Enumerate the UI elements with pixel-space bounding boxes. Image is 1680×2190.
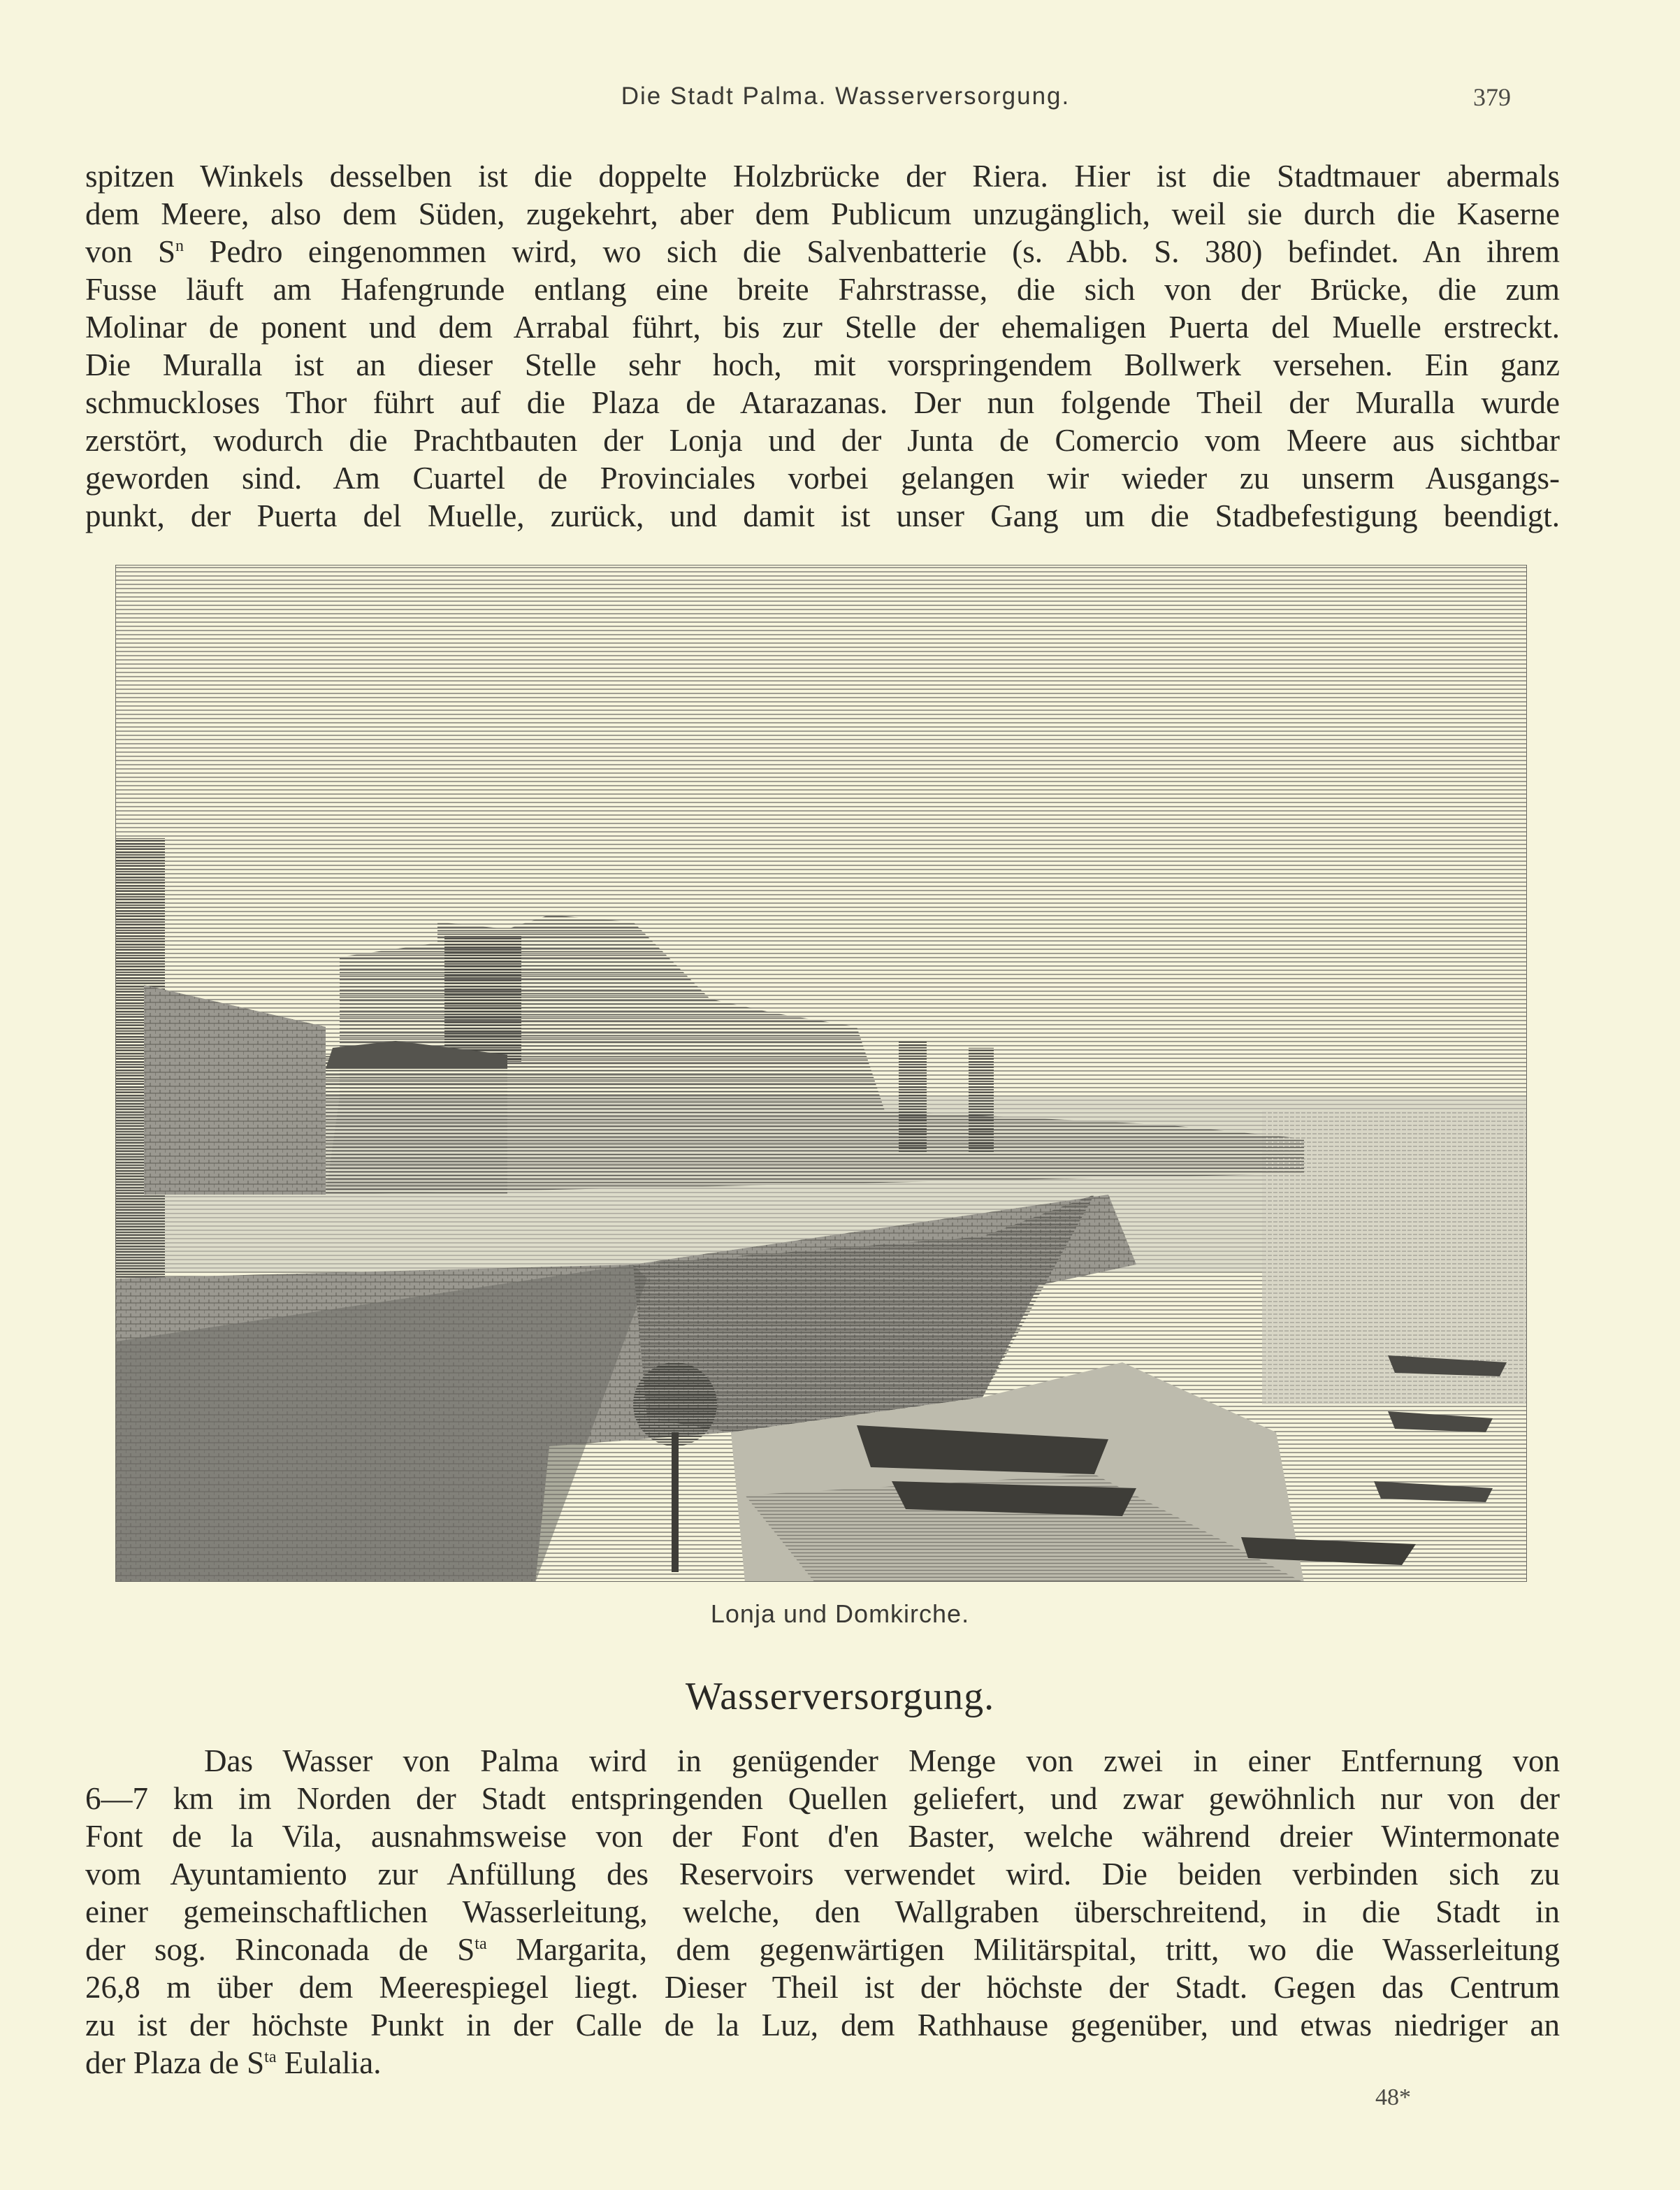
engraving-image	[116, 565, 1527, 1582]
text-fragment: Pedro eingenommen wird, wo sich die Salvenbatterie (s. Abb. S. 380) befindet. An ihrem	[184, 234, 1560, 269]
page-number: 379	[1473, 83, 1511, 111]
engraving-illustration	[115, 565, 1527, 1582]
superscript: ta	[264, 2048, 277, 2066]
text-line: geworden sind. Am Cuartel de Provinciales vorbei gelangen wir wieder zu unserm Ausgangs-	[85, 461, 1560, 496]
running-head: Die Stadt Palma. Wasserversorgung.	[621, 82, 1071, 110]
text-line: Das Wasser von Palma wird in genügender Menge von zwei in einer Entfernung von	[204, 1743, 1560, 1778]
text-line: zu ist der höchste Punkt in der Calle de la Luz, dem Rathhause gegenüber, und etwas niedriger an	[85, 2008, 1560, 2043]
text-fragment: Margarita, dem gegenwärtigen Militärspital, tritt, wo die Wasserleitung	[486, 1932, 1560, 1967]
paragraph-water-supply	[85, 1742, 1560, 2082]
text-line	[85, 233, 1560, 271]
text-line: Fusse läuft am Hafengrunde entlang eine breite Fahrstrasse, die sich von der Brücke, die zum	[85, 272, 1560, 307]
text-line: dem Meere, also dem Süden, zugekehrt, aber dem Publicum unzugänglich, weil sie durch die Kaserne	[85, 196, 1560, 231]
figure-caption: Lonja und Domkirche.	[710, 1599, 970, 1628]
text-line: schmuckloses Thor führt auf die Plaza de Atarazanas. Der nun folgende Theil der Muralla wurde	[85, 385, 1560, 420]
text-fragment: der sog. Rinconada de S	[85, 1932, 475, 1967]
text-line: 6—7 km im Norden der Stadt entspringenden Quellen geliefert, und zwar gewöhnlich nur von der	[85, 1781, 1560, 1816]
text-line: punkt, der Puerta del Muelle, zurück, und damit ist unser Gang um die Stadbefestigung beendigt.	[85, 498, 1560, 533]
text-fragment: Eulalia.	[276, 2045, 382, 2080]
text-line: einer gemeinschaftlichen Wasserleitung, welche, den Wallgraben überschreitend, in die Stadt in	[85, 1894, 1560, 1929]
text-fragment: der Plaza de S	[85, 2045, 265, 2080]
superscript: ta	[475, 1935, 487, 1953]
text-line: 26,8 m über dem Meerespiegel liegt. Dieser Theil ist der höchste der Stadt. Gegen das Centrum	[85, 1970, 1560, 2005]
text-fragment: von S	[85, 234, 175, 269]
text-line: Font de la Vila, ausnahmsweise von der Font d'en Baster, welche während dreier Wintermonate	[85, 1819, 1560, 1854]
text-line: spitzen Winkels desselben ist die doppelte Holzbrücke der Riera. Hier ist die Stadtmauer abermals	[85, 159, 1560, 194]
signature-mark: 48*	[1375, 2084, 1411, 2110]
text-line: Molinar de ponent und dem Arrabal führt, bis zur Stelle der ehemaligen Puerta del Muelle erstreckt.	[85, 310, 1560, 345]
section-title: Wasserversorgung.	[685, 1675, 995, 1718]
text-line: vom Ayuntamiento zur Anfüllung des Reservoirs verwendet wird. Die beiden verbinden sich zu	[85, 1857, 1560, 1892]
text-line	[85, 2044, 1560, 2082]
text-line: zerstört, wodurch die Prachtbauten der Lonja und der Junta de Comercio vom Meere aus sichtbar	[85, 423, 1560, 458]
paragraph-city-walls	[85, 157, 1560, 535]
superscript: n	[175, 237, 184, 255]
text-line	[85, 1931, 1560, 1968]
text-line: Die Muralla ist an dieser Stelle sehr hoch, mit vorspringendem Bollwerk versehen. Ein ganz	[85, 347, 1560, 382]
